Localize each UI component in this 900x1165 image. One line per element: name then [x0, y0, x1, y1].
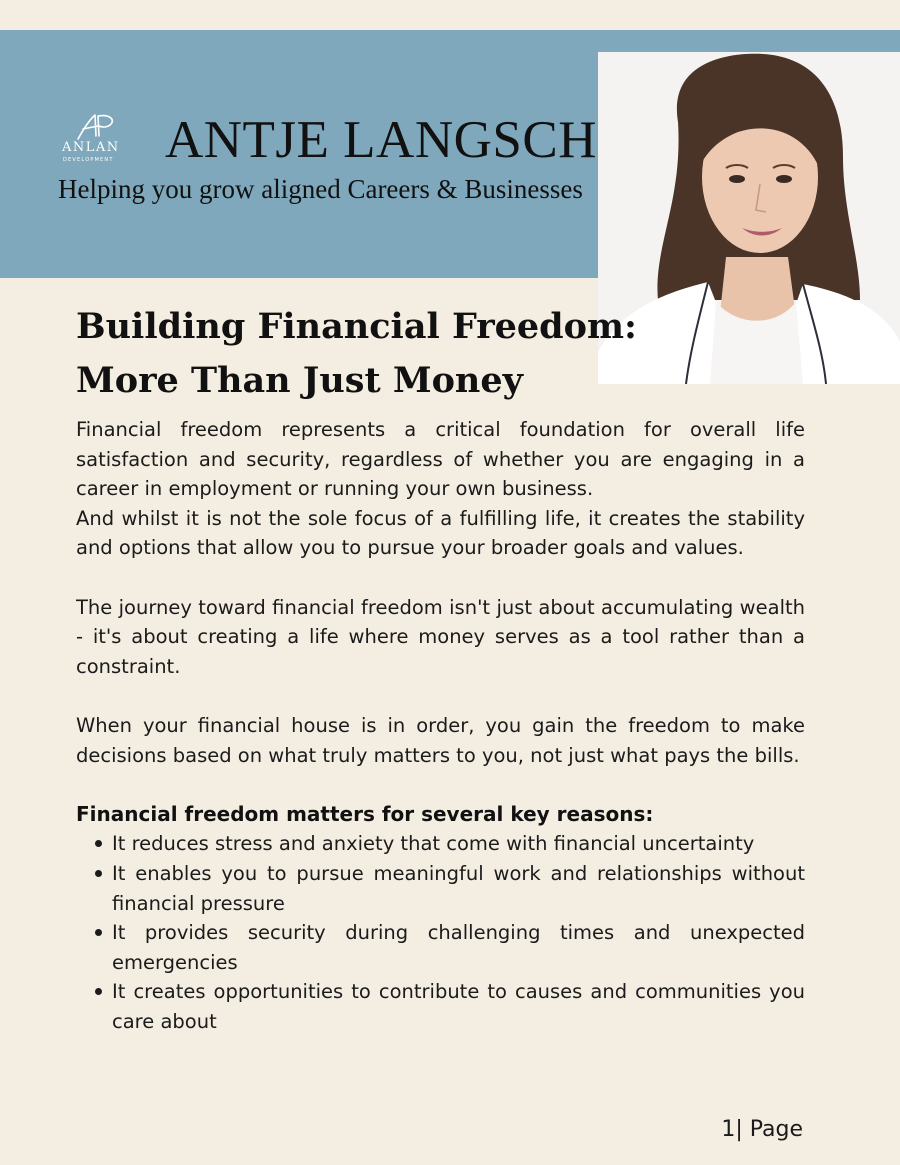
- portrait-photo: [598, 52, 900, 384]
- reason-text: It enables you to pursue meaningful work and relationships without financial pressure: [112, 861, 805, 915]
- bullet-icon: [95, 870, 102, 877]
- reason-item: [76, 977, 805, 1036]
- monogram-icon: [74, 112, 120, 142]
- reason-item: [76, 918, 805, 977]
- article-title: [76, 300, 637, 408]
- body-paragraph-4: When your financial house is in order, you gain the freedom to make decisions based on what truly matters to you, not just what pays the bills.: [76, 713, 805, 767]
- reasons-heading: Financial freedom matters for several key reasons:: [76, 801, 654, 826]
- paragraph-spacer: [76, 770, 805, 800]
- bullet-icon: [95, 988, 102, 995]
- body-paragraph-2: And whilst it is not the sole focus of a fulfilling life, it creates the stability and options that allow you to pursue your broader goals and values.: [76, 506, 805, 560]
- article-title-line-2: More Than Just Money: [76, 360, 523, 401]
- body-paragraph-3: The journey toward financial freedom isn't just about accumulating wealth - it's about creating a life where money serves as a tool rather than a constraint.: [76, 595, 805, 678]
- tagline: Helping you grow aligned Careers & Businesses: [58, 174, 583, 204]
- reason-text: It creates opportunities to contribute to causes and communities you care about: [112, 980, 805, 1033]
- author-name: ANTJE LANGSCH: [165, 111, 597, 169]
- paragraph-spacer: [76, 563, 805, 593]
- reason-text: It provides security during challenging times and unexpected emergencies: [112, 921, 805, 974]
- logo-wordmark: ANLAN: [62, 140, 120, 155]
- bullet-icon: [95, 929, 102, 936]
- body-paragraph-1: Financial freedom represents a critical foundation for overall life satisfaction and security, regardless of whether you are engaging in a career in employment or running your own business.: [76, 418, 805, 501]
- reason-text: It reduces stress and anxiety that come with financial uncertainty: [112, 832, 755, 856]
- bullet-icon: [95, 840, 102, 847]
- article-body: [76, 415, 805, 1036]
- reason-item: [76, 829, 805, 859]
- reason-item: [76, 859, 805, 918]
- paragraph-spacer: [76, 681, 805, 711]
- reasons-list: [76, 829, 805, 1036]
- article-title-line-1: Building Financial Freedom:: [76, 306, 637, 347]
- page-number: 1| Page: [721, 1117, 803, 1142]
- logo-subtitle: DEVELOPMENT: [63, 157, 114, 163]
- brand-logo: [60, 112, 138, 170]
